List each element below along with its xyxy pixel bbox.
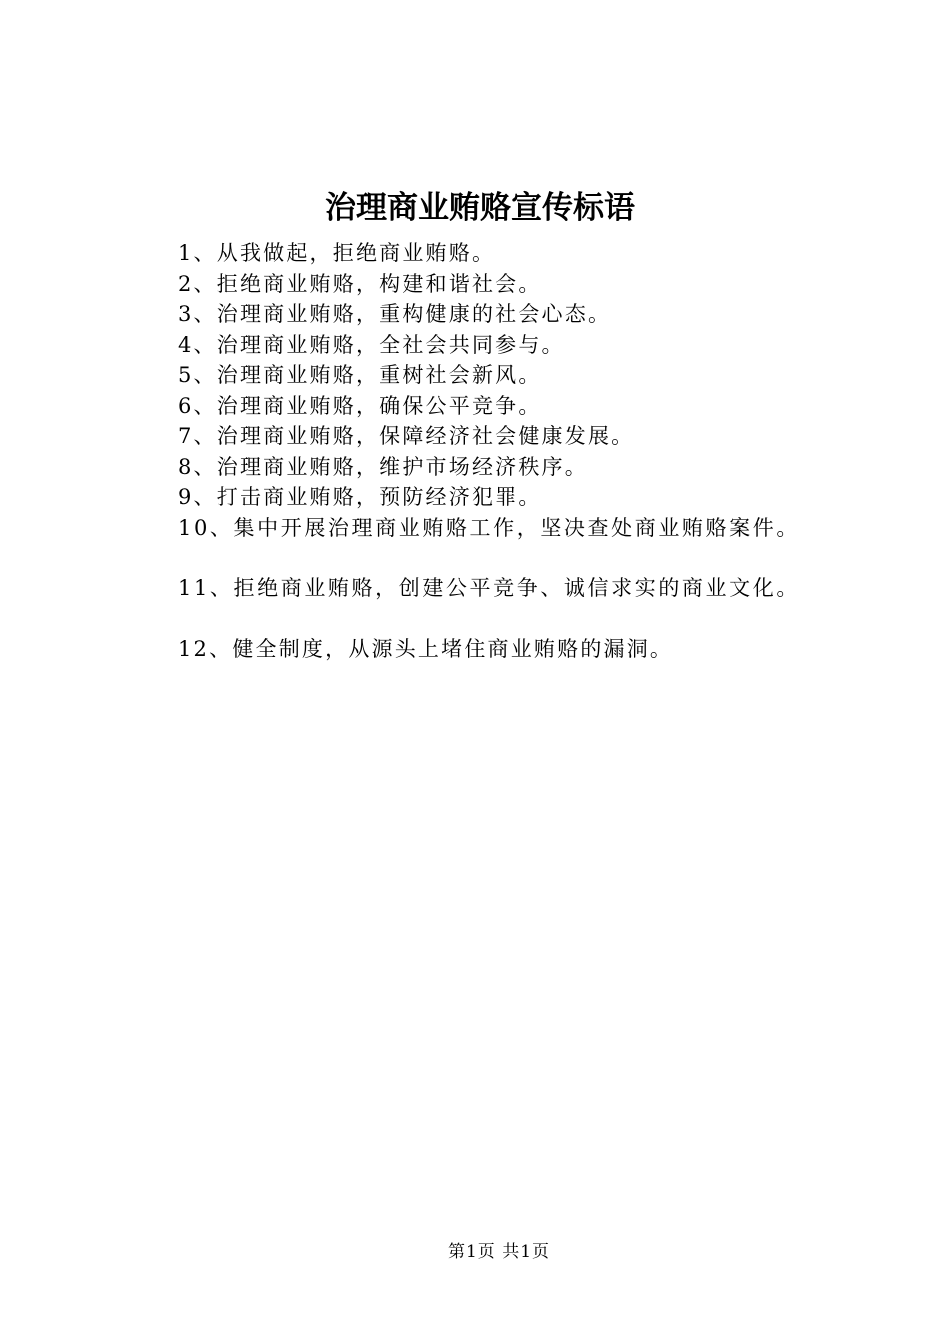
slogan-item-2: 2、拒绝商业贿赂，构建和谐社会。 xyxy=(178,271,542,296)
slogan-list xyxy=(178,238,938,664)
slogan-item-5: 5、治理商业贿赂，重树社会新风。 xyxy=(178,363,542,387)
slogan-item-12: 12、健全制度，从源头上堵住商业贿赂的漏洞。 xyxy=(178,636,674,661)
slogan-item-1: 1、从我做起，拒绝商业贿赂。 xyxy=(178,241,496,265)
slogan-item-9: 9、打击商业贿赂，预防经济犯罪。 xyxy=(178,485,542,509)
slogan-item-4: 4、治理商业贿赂，全社会共同参与。 xyxy=(178,332,565,357)
slogan-item-7: 7、治理商业贿赂，保障经济社会健康发展。 xyxy=(178,424,635,448)
slogan-item-6: 6、治理商业贿赂，确保公平竞争。 xyxy=(178,393,542,418)
slogan-item-11: 11、拒绝商业贿赂，创建公平竞争、诚信求实的商业文化。 xyxy=(178,576,800,600)
slogan-item-10: 10、集中开展治理商业贿赂工作，坚决查处商业贿赂案件。 xyxy=(178,515,800,540)
slogan-item-8: 8、治理商业贿赂，维护市场经济秩序。 xyxy=(178,454,588,479)
document-title: 治理商业贿赂宣传标语 xyxy=(325,190,635,226)
slogan-item-3: 3、治理商业贿赂，重构健康的社会心态。 xyxy=(178,302,612,326)
page-number-footer: 第1页 共1页 xyxy=(447,1242,551,1262)
